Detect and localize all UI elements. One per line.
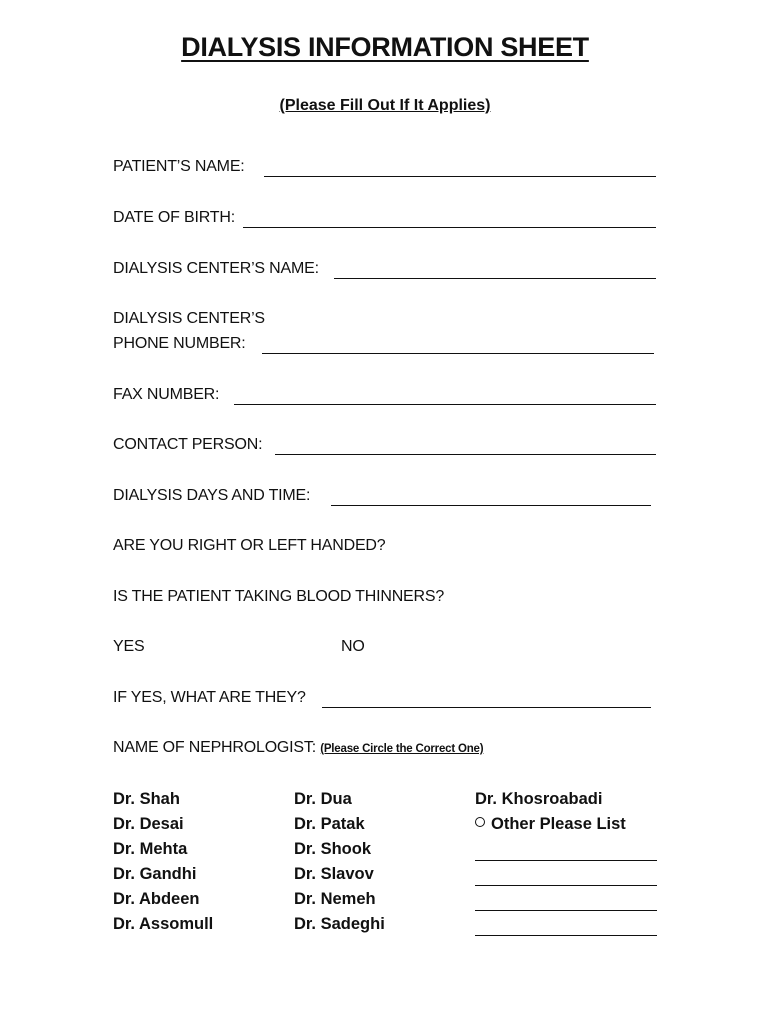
page-subtitle: (Please Fill Out If It Applies)	[279, 97, 491, 114]
patient-name-row	[113, 158, 245, 176]
nephrologist-row	[113, 739, 483, 757]
other-doctor-field-1[interactable]	[475, 859, 657, 861]
doctor-option[interactable]: Dr. Slavov	[294, 865, 374, 883]
days-time-label: DIALYSIS DAYS AND TIME:	[113, 487, 311, 504]
fax-field[interactable]	[234, 403, 656, 405]
circle-bullet-icon	[475, 817, 485, 827]
center-name-field[interactable]	[334, 277, 656, 279]
center-phone-label-1: DIALYSIS CENTER’S	[113, 310, 265, 327]
date-of-birth-field[interactable]	[243, 226, 656, 228]
handed-label: ARE YOU RIGHT OR LEFT HANDED?	[113, 537, 386, 554]
doctor-option[interactable]: Dr. Desai	[113, 815, 184, 833]
doctor-option[interactable]: Dr. Nemeh	[294, 890, 376, 908]
patient-name-label: PATIENT’S NAME:	[113, 158, 245, 175]
center-name-row	[113, 260, 319, 278]
no-label: NO	[341, 638, 365, 655]
nephrologist-note: (Please Circle the Correct One)	[320, 743, 484, 755]
contact-person-field[interactable]	[275, 453, 656, 455]
nephrologist-label: NAME OF NEPHROLOGIST:	[113, 739, 316, 756]
doctor-option[interactable]: Dr. Shook	[294, 840, 372, 858]
contact-person-label: CONTACT PERSON:	[113, 436, 263, 453]
if-yes-label: IF YES, WHAT ARE THEY?	[113, 689, 306, 706]
doctor-option[interactable]: Dr. Assomull	[113, 915, 214, 933]
days-time-row	[113, 487, 310, 505]
center-phone-row-2	[113, 335, 246, 353]
doctor-option[interactable]: Dr. Gandhi	[113, 865, 197, 883]
other-doctor-option[interactable]	[475, 815, 626, 834]
blood-thinners-question	[113, 588, 444, 606]
yes-label: YES	[113, 638, 145, 655]
no-option[interactable]	[341, 638, 365, 656]
blood-thinners-label: IS THE PATIENT TAKING BLOOD THINNERS?	[113, 588, 445, 605]
doctor-option[interactable]: Dr. Mehta	[113, 840, 188, 858]
if-yes-row	[113, 689, 306, 707]
center-name-label: DIALYSIS CENTER’S NAME:	[113, 260, 319, 277]
page-title: DIALYSIS INFORMATION SHEET	[181, 32, 589, 62]
fax-label: FAX NUMBER:	[113, 386, 220, 403]
doctor-option[interactable]: Dr. Dua	[294, 790, 352, 808]
doctor-option[interactable]: Dr. Sadeghi	[294, 915, 385, 933]
handed-question	[113, 537, 385, 555]
other-doctor-label: Other Please List	[491, 815, 626, 833]
doctor-option[interactable]: Dr. Abdeen	[113, 890, 200, 908]
yes-option[interactable]	[113, 638, 144, 656]
doctor-option[interactable]: Dr. Shah	[113, 790, 180, 808]
date-of-birth-row	[113, 209, 235, 227]
doctor-option[interactable]: Dr. Khosroabadi	[475, 790, 603, 808]
doctor-option[interactable]: Dr. Patak	[294, 815, 365, 833]
other-doctor-field-3[interactable]	[475, 909, 657, 911]
center-phone-field[interactable]	[262, 352, 654, 354]
if-yes-field[interactable]	[322, 706, 651, 708]
other-doctor-field-2[interactable]	[475, 884, 657, 886]
center-phone-row-1	[113, 310, 265, 328]
fax-row	[113, 386, 219, 404]
other-doctor-field-4[interactable]	[475, 934, 657, 936]
contact-person-row	[113, 436, 262, 454]
center-phone-label-2: PHONE NUMBER:	[113, 335, 246, 352]
days-time-field[interactable]	[331, 504, 651, 506]
patient-name-field[interactable]	[264, 175, 656, 177]
date-of-birth-label: DATE OF BIRTH:	[113, 209, 235, 226]
